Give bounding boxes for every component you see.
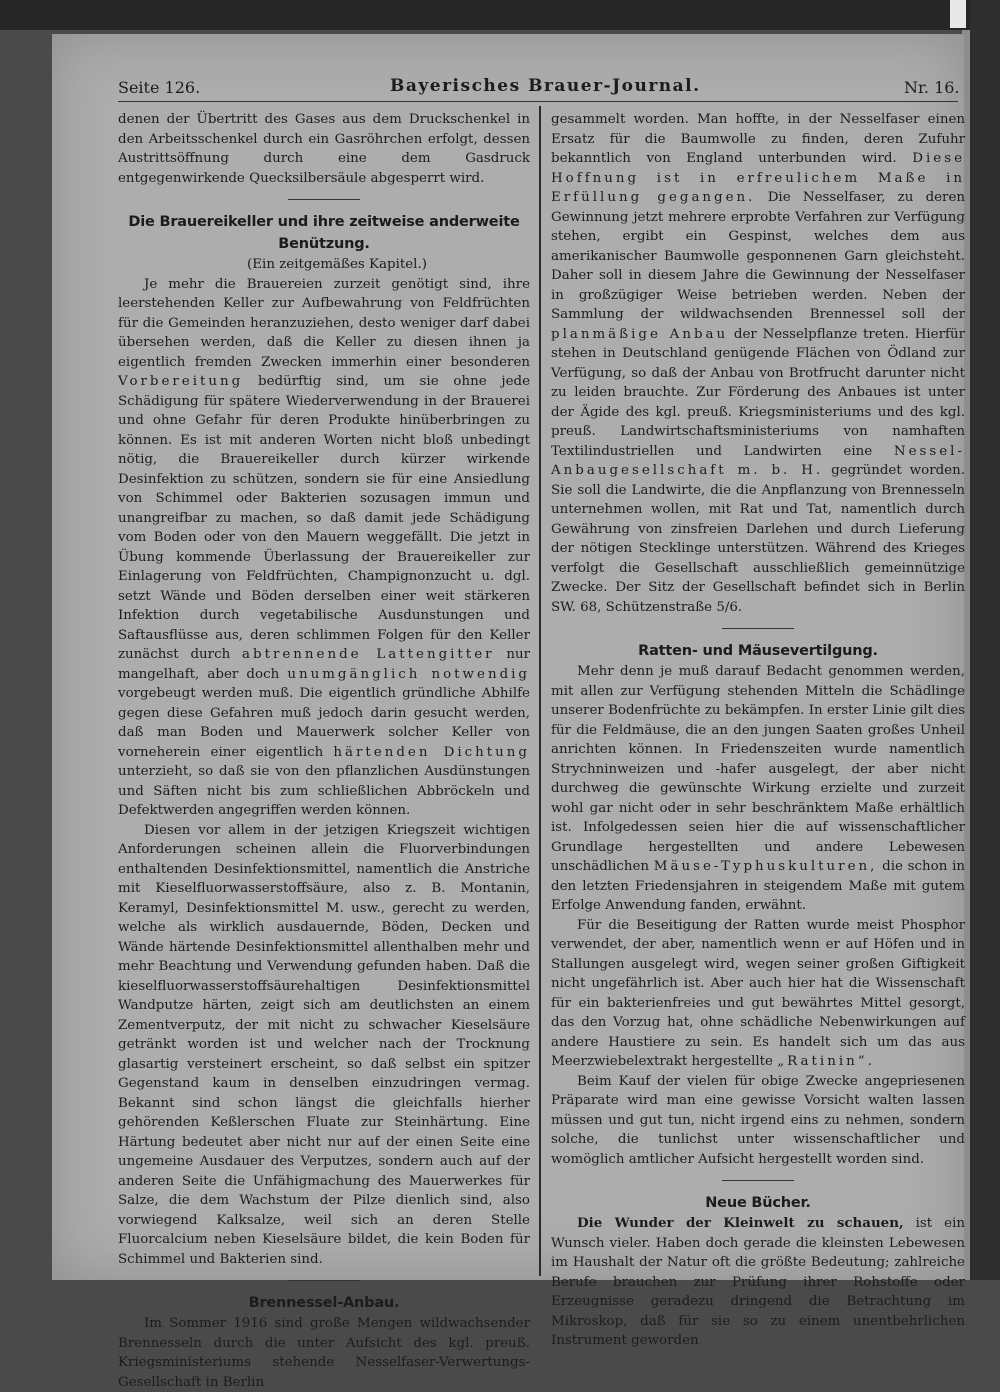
continuation-paragraph: gesammelt worden. Man hoffte, in der Nesselfaser einen Ersatz für die Baumwolle zu finden, deren Zufuhr bekanntlich von England unterbunden wird. Diese Hoffnung ist in erfreulichem Maße in Erfüllung gegangen. Die Nesselfaser, zu deren Gewinnung jetzt mehrere erprobte Verfahren zur Verfügung stehen, ergibt ein Gespinst, welches dem aus amerikanischer Baumwolle gesponnenen Garn gleichsteht. Daher soll in diesem Jahre die Gewinnung der Nesselfaser in großzügiger Weise betrieben werden. Neben der Sammlung der wildwachsenden Brennessel soll der planmäßige Anbau der Nesselpflanze treten. Hierfür stehen in Deutschland genügende Flächen von Ödland zur Verfügung, so daß der Anbau von Brotfrucht darunter nicht zu leiden brauchte. Zur Förderung des Anbaues ist unter der Ägide des kgl. preuß. Kriegsministeriums und des kgl. preuß. Landwirtschaftsministeriums von namhaften Textilindustriellen und Landwirten eine Nessel-Anbaugesellschaft m. b. H. gegründet worden. Sie soll die Landwirte, die die Anpflanzung von Brennesseln unternehmen wollen, mit Rat und Tat, namentlich durch Gewährung von zinsfreien Darlehen und durch Lieferung der nötigen Stecklinge unterstützen. Während des Krieges verfolgt die Gesellschaft ausschließlich gemeinnützige Zwecke. Der Sitz der Gesellschaft befindet sich in Berlin SW. 68, Schützenstraße 5/6.: [551, 112, 966, 615]
article-paragraph: Im Sommer 1916 sind große Mengen wildwachsender Brennesseln durch die unter Aufsicht des kgl. preuß. Kriegsministeriums stehende Nesselfaser-Verwertungs-Gesellschaft in Berlin: [118, 1316, 530, 1390]
article-paragraph: Diesen vor allem in der jetzigen Kriegszeit wichtigen Anforderungen scheinen allein die Fluorverbindungen enthaltenden Desinfektionsmittel, namentlich die Anstriche mit Kieselfluorwasserstoffsäure, also z. B. Montanin, Keramyl, Desinfektionsmittel M. usw., gerecht zu werden, welche als wirklich ausdauernde, Böden, Decken und Wände härtende Desinfektionsmittel allenthalben mehr und mehr Beachtung und Verwendung gefunden haben. Daß die kieselfluorwasserstoffsäurehaltigen Desinfektionsmittel Wandputze härten, zeigt sich am deutlichsten an einem Zementverputz, der mit nicht zu schwacher Kieselsäure getränkt worden ist und welcher nach der Trocknung glasartig versteinert erscheint, so daß selbst ein spitzer Gegenstand kaum in denselben einzudringen vermag. Bekannt sind schon längst die gleichfalls hierher gehörenden Keßlerschen Fluate zur Steinhärtung. Eine Härtung bedeutet aber nicht nur auf der einen Seite eine ungemeine Ausdauer des Verputzes, sondern auch auf der anderen Seite die Unfähigmachung des Mauerwerkes für Salze, die dem Wachstum der Pilze dienlich sind, also vorwiegend Kalksalze, weil sich an deren Stelle Fluorcalcium neben Kieselsäure bildet, die kein Boden für Schimmel und Bakterien sind.: [118, 822, 530, 1267]
section-separator: [288, 1280, 360, 1281]
article-paragraph: Die Wunder der Kleinwelt zu schauen, ist ein Wunsch vieler. Haben doch gerade die kleinsten Lebewesen im Haushalt der Natur oft die größte Bedeutung; zahlreiche Berufe brauchen zur Prüfung ihrer Rohstoffe oder Erzeugnisse geradezu dringend die Betrachtung im Mikroskop, daß für sie so zu einem unentbehrlichen Instrument geworden: [551, 1215, 965, 1348]
left-column: [118, 110, 530, 1392]
article-paragraph: Für die Beseitigung der Ratten wurde meist Phosphor verwendet, der aber, namentlich wenn er auf Höfen und in Stallungen ausgelegt wird, wegen seiner großen Giftigkeit nicht ungefährlich ist. Aber auch hier hat die Wissenschaft für ein bakterienfreies und gut bewährtes Mittel gesorgt, das den Vorzug hat, ohne schädliche Nebenwirkungen auf andere Haustiere zu sein. Es handelt sich um das aus Meerzwiebelextrakt hergestellte „Ratinin“.: [551, 917, 965, 1069]
article-paragraph: Mehr denn je muß darauf Bedacht genommen werden, mit allen zur Verfügung stehenden Mitteln die Schädlinge unserer Bodenfrüchte zu bekämpfen. In erster Linie gilt dies für die Feldmäuse, die an den jungen Saaten großes Unheil anrichten können. In Friedenszeiten wurde namentlich Strychninweizen und -hafer ausgelegt, der aber nicht durchweg die gewünschte Wirkung erzielte und zurzeit wohl gar nicht oder in sehr beschränktem Maße erhältlich ist. Infolgedessen seien hier die auf wissenschaftlicher Grundlage hergestellten und andere Lebewesen unschädlichen Mäuse-Typhuskulturen, die schon in den letzten Friedensjahren in steigendem Maße mit gutem Erfolge Anwendung fanden, erwähnt.: [551, 664, 966, 913]
section-separator: [288, 199, 360, 200]
scan-ruler: [950, 0, 966, 28]
intro-paragraph: denen der Übertritt des Gases aus dem Druckschenkel in den Arbeitsschenkel durch ein Gasröhrchen erfolgt, dessen Austrittsöffnung durch eine dem Gasdruck entgegenwirkende Quecksilbersäule abgesperrt wird.: [118, 112, 530, 186]
header-rule: [118, 101, 958, 102]
page-header: [70, 76, 960, 102]
scan-background-right: [970, 0, 1000, 1280]
right-column: [551, 110, 965, 1351]
article-title-buecher: Neue Bücher.: [705, 1195, 811, 1211]
section-separator: [722, 1180, 794, 1181]
scan-background-top: [0, 0, 1000, 30]
journal-title: Bayerisches Brauer-Journal.: [390, 76, 701, 96]
article-title-brauereikeller: Die Brauereikeller und ihre zeitweise anderweite Benützung.: [128, 214, 520, 252]
article-paragraph: Beim Kauf der vielen für obige Zwecke angepriesenen Präparate wird man eine gewisse Vorsicht walten lassen müssen und gut tun, nicht irgend eins zu nehmen, sondern solche, die tunlichst unter wissenschaftlicher und womöglich amtlicher Aufsicht hergestellt worden sind.: [551, 1073, 965, 1167]
page-number: Seite 126.: [118, 78, 201, 97]
column-divider: [539, 106, 541, 1276]
section-separator: [722, 628, 794, 629]
article-title-brennessel: Brennessel-Anbau.: [248, 1295, 400, 1311]
article-title-ratten: Ratten- und Mäusevertilgung.: [638, 643, 878, 659]
article-subtitle: (Ein zeitgemäßes Kapitel.): [247, 257, 427, 272]
article-paragraph: Je mehr die Brauereien zurzeit genötigt sind, ihre leerstehenden Keller zur Aufbewahrung von Feldfrüchten für die Gemeinden heranzuziehen, desto weniger darf dabei übersehen werden, daß die Keller zu diesen ihnen ja eigentlich fremden Zwecken immerhin einer besonderen Vorbereitung bedürftig sind, um sie ohne jede Schädigung für spätere Wiederverwendung in der Brauerei und ohne Gefahr für deren Produkte hinüberbringen zu können. Es ist mit anderen Worten nicht bloß unbedingt nötig, die Brauereikeller durch kürzer wirkende Desinfektion zu schützen, sondern sie für eine Ansiedlung von Schimmel oder Bakterien sozusagen immun und unangreifbar zu machen, so daß damit jede Schädigung vom Boden oder von den Mauern weggefällt. Die jetzt in Übung kommende Überlassung der Brauereikeller zur Einlagerung von Feldfrüchten, Champignonzucht u. dgl. setzt Wände und Böden derselben einer weit stärkeren Infektion durch vegetabilische Ausdunstungen und Saftausflüsse aus, deren schlimmen Folgen für den Keller zunächst durch abtrennende Lattengitter nur mangelhaft, aber doch unumgänglich notwendig vorgebeugt werden muß. Die eigentlich gründliche Abhilfe gegen diese Gefahren muß jedoch darin gesucht werden, daß man Boden und Mauerwerk solcher Keller von vorneherein einer eigentlich härtenden Dichtung unterzieht, so daß sie von den pflanzlichen Ausdünstungen und Säften nicht bis zum schließlichen Abbröckeln und Defektwerden angegriffen werden können.: [118, 276, 530, 818]
issue-number: Nr. 16.: [904, 78, 960, 97]
